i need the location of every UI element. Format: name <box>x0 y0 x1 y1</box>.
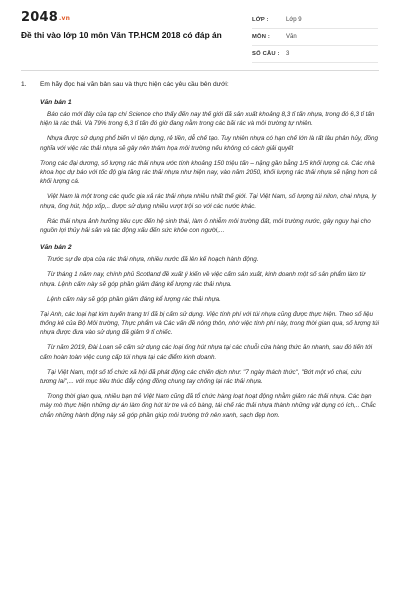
question-item <box>21 80 379 90</box>
document-title: Đề thi vào lớp 10 môn Văn TP.HCM 2018 có đáp án <box>21 30 222 40</box>
info-label: SỐ CÂU : <box>252 51 280 57</box>
question-text: Em hãy đọc hai văn bản sau và thực hiện các yêu cầu bên dưới: <box>40 81 229 88</box>
question-number: 1. <box>21 81 27 88</box>
passage-title: Văn bản 2 <box>40 244 72 252</box>
passage-paragraph: Trong thời gian qua, nhiều bạn trẻ Việt Nam cũng đã tổ chức hàng loạt hoạt động nhằm giảm rác thải nhựa. Các bạn mày mò thực hiện những dự án làm ống hút từ tre và cỏ bàng, tái chế rác thải nhựa thành những vật dụng có ích,.. Chắc chắn những hành động này sẽ góp phần giúp môi trường trở nên xanh, sạch đẹp hơn. <box>40 392 376 419</box>
passage-paragraph: Nhựa được sử dụng phổ biến vì tiện dụng, rẻ tiền, dễ chế tạo. Tuy nhiên nhựa có hạn chế lớn là rất lâu phân hủy, đồng nghĩa với việc rác thải nhựa sẽ gây nên thảm họa môi trường nếu không có cách giải quyết <box>40 135 379 152</box>
exam-info-table <box>252 12 378 63</box>
passage-paragraph: Trước sự đe dọa của rác thải nhựa, nhiều nước đã lên kế hoạch hành động. <box>47 256 259 264</box>
info-label: LỚP : <box>252 17 269 23</box>
passage-2 <box>40 244 379 420</box>
passage-1 <box>40 99 379 235</box>
passage-paragraph: Việt Nam là một trong các quốc gia xả rác thải nhựa nhiều nhất thế giới. Tại Việt Nam, số lượng túi nilon, chai nhựa, ly nhựa, ống hút, hộp xốp,.. được sử dụng nhiều vượt trội so với các nước khác. <box>40 193 377 210</box>
passage-paragraph: Từ năm 2019, Đài Loan sẽ cấm sử dụng các loại ống hút nhựa tại các chuỗi cửa hàng thức ăn nhanh, sau đó tiến tới cấm hoàn toàn việc cung cấp túi nhựa tại các điểm kinh doanh. <box>40 344 373 361</box>
logo-text: 2048 <box>21 10 58 25</box>
passage-paragraph: Rác thải nhựa ảnh hưởng tiêu cực đến hệ sinh thái, làm ô nhiễm môi trường đất, môi trường nước, gây nguy hại cho nguồn lợi thủy hải sản và tác động xấu đến sức khỏe con người,... <box>40 217 371 235</box>
header-divider <box>21 70 379 71</box>
info-row-subject <box>252 29 378 46</box>
passage-paragraph: Tại Việt Nam, một số tổ chức xã hội đã phát động các chiến dịch như: "7 ngày thách thức", "Bớt một vỏ chai, cứu tương lai",... với mục tiêu thúc đẩy cộng đồng chung tay chống lại rác thải nhựa. <box>40 368 362 386</box>
passage-paragraph: Từ tháng 1 năm nay, chính phủ Scotland đề xuất ý kiến về việc cấm sản xuất, kinh doanh một số sản phẩm làm từ nhựa. Lệnh cấm này sẽ góp phần giảm đáng kể lượng rác thải nhựa. <box>40 271 366 288</box>
info-value: Văn <box>286 34 297 40</box>
logo-suffix: .vn <box>58 15 71 22</box>
passage-paragraph: Lệnh cấm này sẽ góp phần giảm đáng kể lượng rác thải nhựa. <box>47 295 221 303</box>
passage-paragraph: Tại Anh, các loại hạt kim tuyến trang trí đã bị cấm sử dụng. Việc tính phí với túi nhựa cũng được thực hiện. Theo số liệu thống kê của Bộ Môi trường, Thực phẩm và Các vấn đề nông thôn, nhờ việc tính phí này, trong thời gian qua, số lượng túi nhựa được đưa vào sử dụng đã giảm 9 tỉ chiếc. <box>40 310 379 337</box>
page-header <box>0 0 400 66</box>
passage-paragraph: Trong các đại dương, số lượng rác thải nhựa ước tính khoảng 150 triệu tấn – nặng gần bằng 1/5 khối lượng cá. Các nhà khoa học dự báo với tốc độ gia tăng rác thải nhựa như hiện nay, vào năm 2050, khối lượng rác thải nhựa sẽ nặng hơn cả khối lượng cá. <box>40 159 377 186</box>
passage-paragraph: Báo cáo mới đây của tạp chí Science cho thấy đến nay thế giới đã sản xuất khoảng 8,3 tỉ tấn nhựa, trong đó 6,3 tỉ tấn hiện là rác thải. Và 79% trong 6,3 tỉ tấn đó giờ đang nằm trong các bãi rác và môi trường tự nhiên. <box>40 111 375 128</box>
site-logo[interactable] <box>21 10 70 25</box>
info-value: Lớp 9 <box>286 17 302 23</box>
info-row-question-count <box>252 46 378 63</box>
exam-content <box>21 80 379 426</box>
info-value: 3 <box>286 51 290 57</box>
info-row-class <box>252 12 378 29</box>
info-label: MÔN : <box>252 34 271 40</box>
passage-title: Văn bản 1 <box>40 99 72 106</box>
